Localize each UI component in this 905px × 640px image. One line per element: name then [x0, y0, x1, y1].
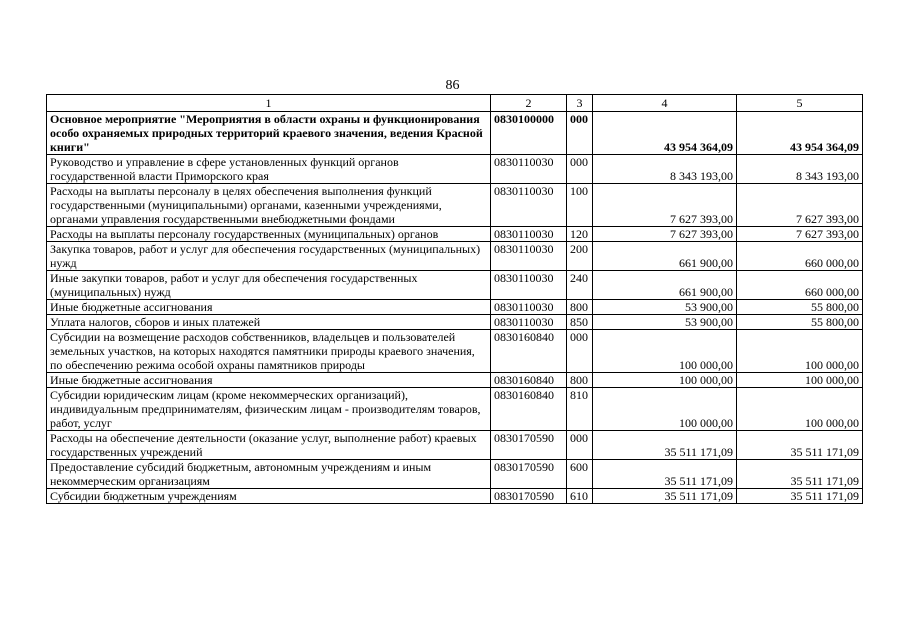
- table-row: [47, 300, 863, 315]
- row-sum-year2-cell: 660 000,00: [737, 271, 863, 300]
- row-code-cell: 0830110030: [491, 155, 567, 184]
- row-code-cell: 0830110030: [491, 227, 567, 242]
- row-sum-year2-cell: 660 000,00: [737, 242, 863, 271]
- table-row: [47, 155, 863, 184]
- row-code-cell: 0830160840: [491, 330, 567, 373]
- row-code-cell: 0830110030: [491, 271, 567, 300]
- header-row: [47, 95, 863, 112]
- row-name-cell: Расходы на обеспечение деятельности (оказание услуг, выполнение работ) краевых государственных учреждений: [47, 431, 491, 460]
- row-type-cell: 120: [567, 227, 593, 242]
- row-sum-year1-cell: 100 000,00: [593, 373, 737, 388]
- row-sum-year1-cell: 661 900,00: [593, 271, 737, 300]
- row-type-cell: 600: [567, 460, 593, 489]
- row-sum-year1-cell: 53 900,00: [593, 300, 737, 315]
- row-sum-year1-cell: 8 343 193,00: [593, 155, 737, 184]
- table-row: [47, 373, 863, 388]
- row-sum-year2-cell: 7 627 393,00: [737, 227, 863, 242]
- row-name-cell: Расходы на выплаты персоналу в целях обеспечения выполнения функций государственными (муниципальными) органами, казенными учреждениями, органами управления государственными внебюджетными фондами: [47, 184, 491, 227]
- row-code-cell: 0830170590: [491, 431, 567, 460]
- row-type-cell: 000: [567, 330, 593, 373]
- row-sum-year2-cell: 100 000,00: [737, 330, 863, 373]
- row-type-cell: 800: [567, 373, 593, 388]
- budget-table: [46, 94, 863, 504]
- row-type-cell: 240: [567, 271, 593, 300]
- row-sum-year2-cell: 35 511 171,09: [737, 431, 863, 460]
- row-sum-year1-cell: 7 627 393,00: [593, 227, 737, 242]
- row-type-cell: 810: [567, 388, 593, 431]
- row-sum-year2-cell: 55 800,00: [737, 300, 863, 315]
- row-name-cell: Закупка товаров, работ и услуг для обеспечения государственных (муниципальных) нужд: [47, 242, 491, 271]
- row-sum-year2-cell: 8 343 193,00: [737, 155, 863, 184]
- row-type-cell: 000: [567, 431, 593, 460]
- row-code-cell: 0830110030: [491, 184, 567, 227]
- row-code-cell: 0830170590: [491, 460, 567, 489]
- table-row: [47, 112, 863, 155]
- row-sum-year1-cell: 100 000,00: [593, 388, 737, 431]
- row-sum-year1-cell: 7 627 393,00: [593, 184, 737, 227]
- table-row: [47, 227, 863, 242]
- row-type-cell: 000: [567, 112, 593, 155]
- row-code-cell: 0830110030: [491, 315, 567, 330]
- row-sum-year2-cell: 100 000,00: [737, 373, 863, 388]
- row-name-cell: Субсидии юридическим лицам (кроме некоммерческих организаций), индивидуальным предпринимателям, физическим лицам - производителям товаров, работ, услуг: [47, 388, 491, 431]
- page-number: 86: [445, 78, 460, 93]
- row-name-cell: Иные бюджетные ассигнования: [47, 300, 491, 315]
- row-name-cell: Основное мероприятие "Мероприятия в области охраны и функционирования особо охраняемых природных территорий краевого значения, ведения Красной книги": [47, 112, 491, 155]
- row-sum-year2-cell: 35 511 171,09: [737, 489, 863, 504]
- row-type-cell: 850: [567, 315, 593, 330]
- row-type-cell: 200: [567, 242, 593, 271]
- row-name-cell: Иные закупки товаров, работ и услуг для обеспечения государственных (муниципальных) нужд: [47, 271, 491, 300]
- row-code-cell: 0830100000: [491, 112, 567, 155]
- table-row: [47, 431, 863, 460]
- row-sum-year2-cell: 55 800,00: [737, 315, 863, 330]
- row-code-cell: 0830110030: [491, 242, 567, 271]
- row-type-cell: 800: [567, 300, 593, 315]
- row-name-cell: Руководство и управление в сфере установленных функций органов государственной власти Приморского края: [47, 155, 491, 184]
- table-row: [47, 460, 863, 489]
- table-row: [47, 330, 863, 373]
- row-code-cell: 0830160840: [491, 373, 567, 388]
- row-name-cell: Субсидии на возмещение расходов собственников, владельцев и пользователей земельных участков, на которых находятся памятники природы краевого значения, по обеспечению режима особой охраны памятников природы: [47, 330, 491, 373]
- row-code-cell: 0830170590: [491, 489, 567, 504]
- column-header: 5: [737, 95, 863, 112]
- row-type-cell: 100: [567, 184, 593, 227]
- table-row: [47, 271, 863, 300]
- row-type-cell: 000: [567, 155, 593, 184]
- row-sum-year1-cell: 100 000,00: [593, 330, 737, 373]
- table-row: [47, 184, 863, 227]
- column-header: 4: [593, 95, 737, 112]
- row-sum-year1-cell: 43 954 364,09: [593, 112, 737, 155]
- row-code-cell: 0830160840: [491, 388, 567, 431]
- row-sum-year1-cell: 35 511 171,09: [593, 489, 737, 504]
- row-sum-year1-cell: 35 511 171,09: [593, 460, 737, 489]
- row-sum-year2-cell: 100 000,00: [737, 388, 863, 431]
- row-name-cell: Расходы на выплаты персоналу государственных (муниципальных) органов: [47, 227, 491, 242]
- row-sum-year2-cell: 43 954 364,09: [737, 112, 863, 155]
- column-header: 1: [47, 95, 491, 112]
- row-sum-year1-cell: 661 900,00: [593, 242, 737, 271]
- row-type-cell: 610: [567, 489, 593, 504]
- table-row: [47, 489, 863, 504]
- table-row: [47, 315, 863, 330]
- row-name-cell: Уплата налогов, сборов и иных платежей: [47, 315, 491, 330]
- row-name-cell: Иные бюджетные ассигнования: [47, 373, 491, 388]
- table-row: [47, 388, 863, 431]
- row-name-cell: Субсидии бюджетным учреждениям: [47, 489, 491, 504]
- row-code-cell: 0830110030: [491, 300, 567, 315]
- row-sum-year1-cell: 35 511 171,09: [593, 431, 737, 460]
- row-name-cell: Предоставление субсидий бюджетным, автономным учреждениям и иным некоммерческим организациям: [47, 460, 491, 489]
- row-sum-year1-cell: 53 900,00: [593, 315, 737, 330]
- table-row: [47, 242, 863, 271]
- column-header: 2: [491, 95, 567, 112]
- row-sum-year2-cell: 35 511 171,09: [737, 460, 863, 489]
- row-sum-year2-cell: 7 627 393,00: [737, 184, 863, 227]
- column-header: 3: [567, 95, 593, 112]
